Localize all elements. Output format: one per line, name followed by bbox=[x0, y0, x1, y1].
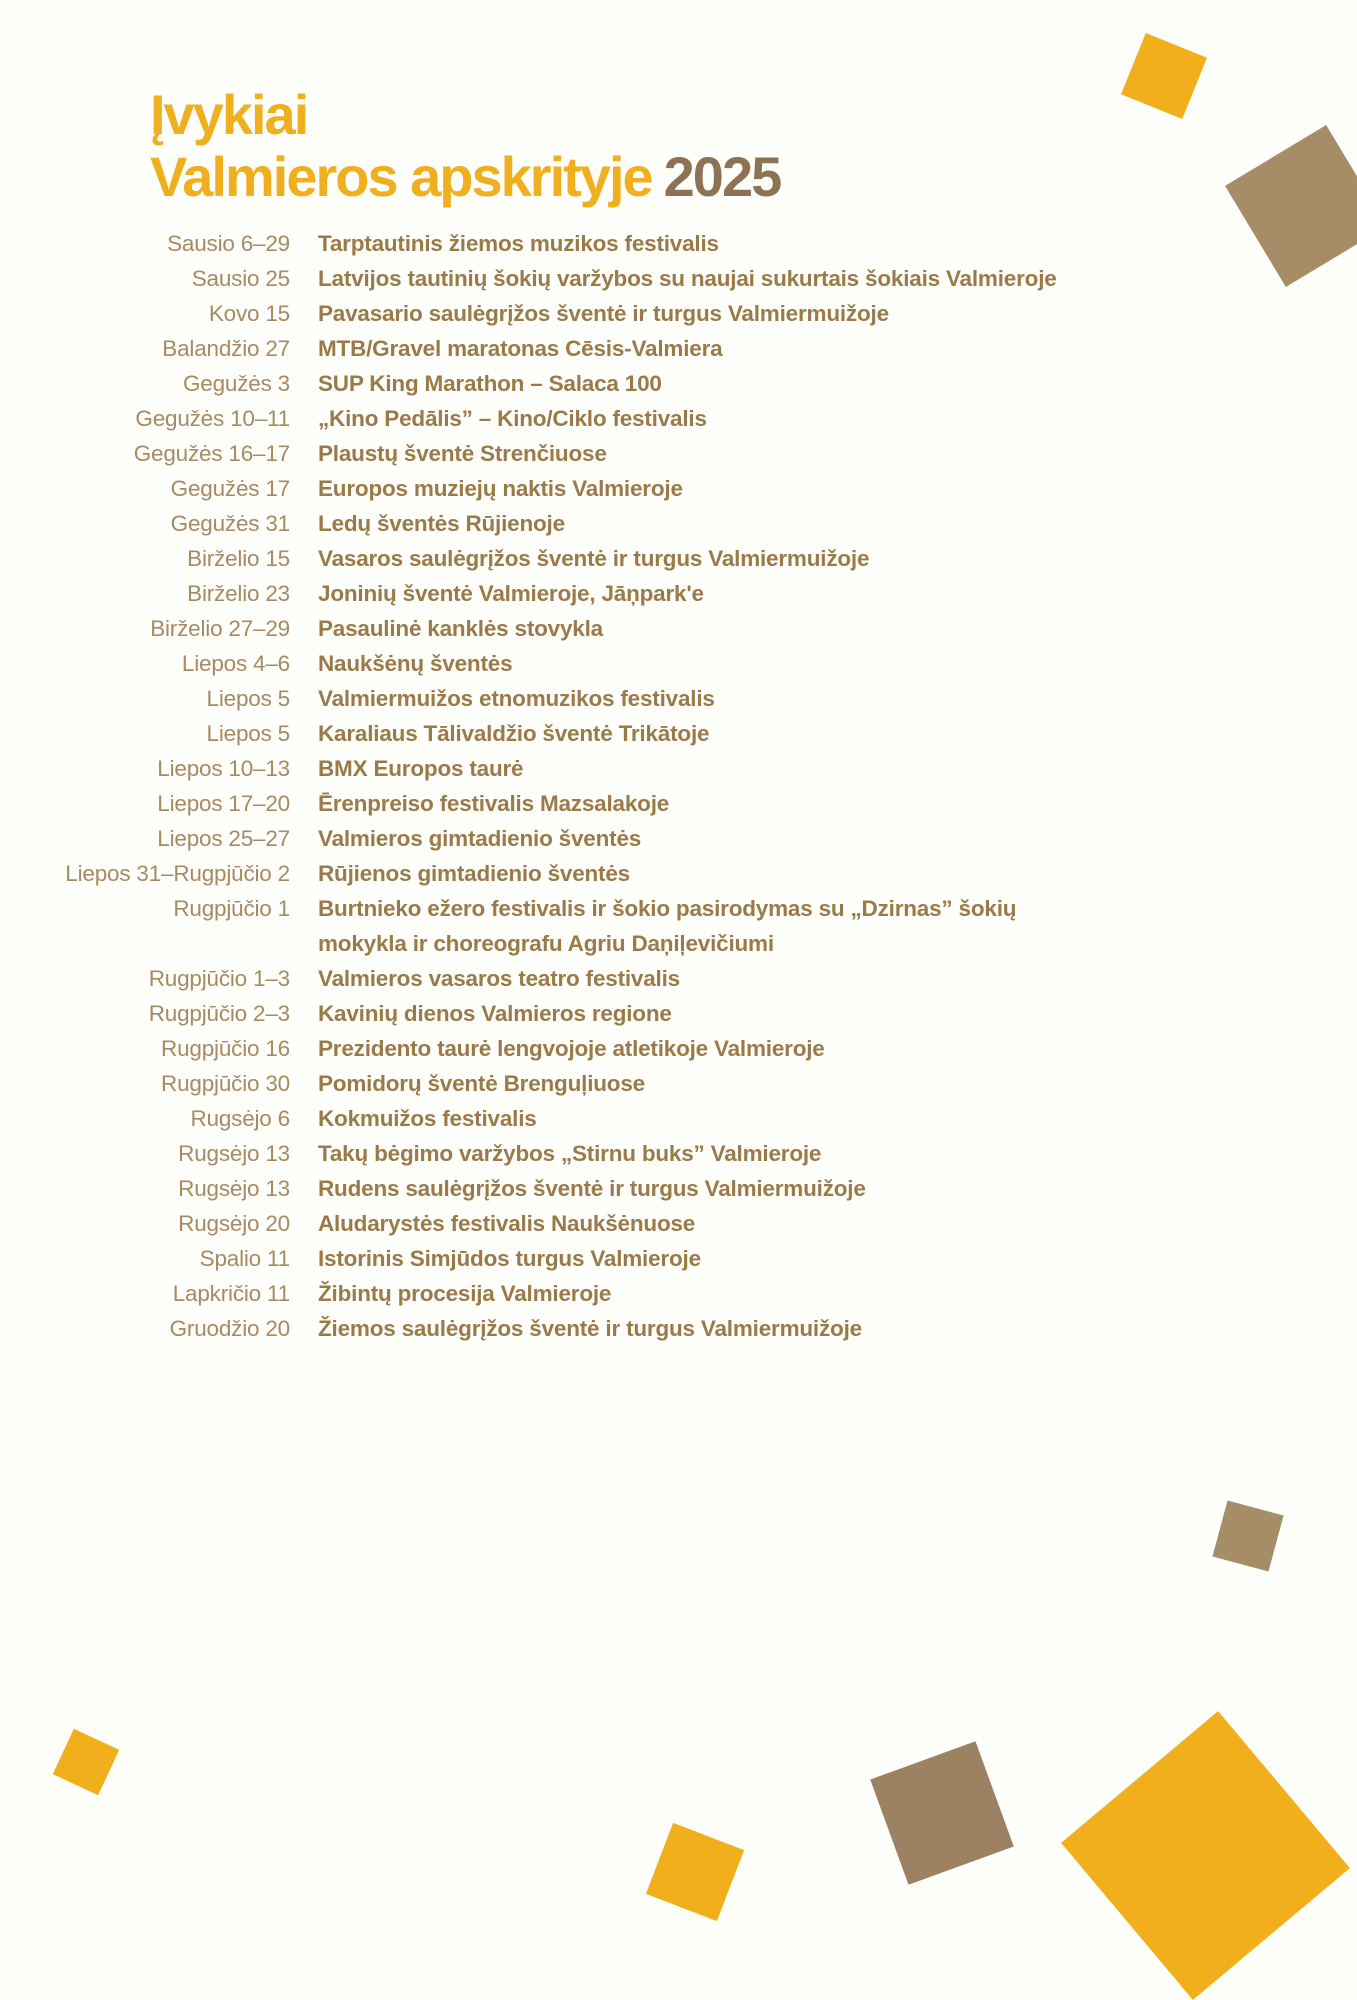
event-row bbox=[40, 541, 1090, 576]
event-date: Lapkričio 11 bbox=[172, 1281, 290, 1306]
event-date: Gegužės 31 bbox=[170, 511, 290, 536]
event-name: Pavasario saulėgrįžos šventė ir turgus Valmiermuižoje bbox=[318, 301, 889, 326]
decor-square-bottom-right-yellow bbox=[1061, 1711, 1350, 2000]
event-row bbox=[40, 821, 1090, 856]
event-date: Liepos 25–27 bbox=[157, 826, 290, 851]
event-name: Kokmuižos festivalis bbox=[318, 1106, 537, 1131]
event-row bbox=[40, 1206, 1090, 1241]
title-year: 2025 bbox=[663, 145, 781, 208]
event-name: „Kino Pedālis” – Kino/Ciklo festivalis bbox=[318, 406, 707, 431]
event-row bbox=[40, 1136, 1090, 1171]
event-row bbox=[40, 1031, 1090, 1066]
event-row bbox=[40, 681, 1090, 716]
event-name: Rūjienos gimtadienio šventės bbox=[318, 861, 630, 886]
decor-square-bottom-brown bbox=[870, 1741, 1014, 1885]
event-row bbox=[40, 1241, 1090, 1276]
event-date: Rugpjūčio 30 bbox=[161, 1071, 290, 1096]
event-row bbox=[40, 471, 1090, 506]
event-name: Prezidento taurė lengvojoje atletikoje Valmieroje bbox=[318, 1036, 825, 1061]
page-title bbox=[150, 84, 780, 208]
event-date: Rugpjūčio 1–3 bbox=[148, 966, 290, 991]
event-row bbox=[40, 891, 1090, 961]
event-row bbox=[40, 436, 1090, 471]
event-date: Liepos 5 bbox=[206, 721, 290, 746]
event-row bbox=[40, 786, 1090, 821]
event-name: Joninių šventė Valmieroje, Jāņpark'e bbox=[318, 581, 704, 606]
event-date: Spalio 11 bbox=[199, 1246, 290, 1271]
event-date: Liepos 4–6 bbox=[181, 651, 290, 676]
event-name: Kavinių dienos Valmieros regione bbox=[318, 1001, 672, 1026]
event-date: Sausio 25 bbox=[191, 266, 290, 291]
event-name: Aludarystės festivalis Naukšėnuose bbox=[318, 1211, 696, 1236]
event-row bbox=[40, 226, 1090, 261]
event-name: Plaustų šventė Strenčiuose bbox=[318, 441, 607, 466]
event-date: Liepos 5 bbox=[206, 686, 290, 711]
event-date: Kovo 15 bbox=[208, 301, 290, 326]
event-name: Ērenpreiso festivalis Mazsalakoje bbox=[318, 791, 670, 816]
event-name: MTB/Gravel maratonas Cēsis-Valmiera bbox=[318, 336, 723, 361]
event-name: Vasaros saulėgrįžos šventė ir turgus Valmiermuižoje bbox=[318, 546, 870, 571]
event-row bbox=[40, 296, 1090, 331]
event-date: Rugsėjo 20 bbox=[178, 1211, 290, 1236]
event-date: Birželio 15 bbox=[187, 546, 290, 571]
event-name: Europos muziejų naktis Valmieroje bbox=[318, 476, 683, 501]
event-row bbox=[40, 331, 1090, 366]
title-line2: Valmieros apskrityje bbox=[150, 145, 652, 208]
event-date: Liepos 17–20 bbox=[157, 791, 290, 816]
event-row bbox=[40, 611, 1090, 646]
event-date: Balandžio 27 bbox=[162, 336, 290, 361]
event-date: Sausio 6–29 bbox=[167, 231, 290, 256]
event-date: Gegužės 16–17 bbox=[133, 441, 290, 466]
event-row bbox=[40, 996, 1090, 1031]
event-name: Ledų šventės Rūjienoje bbox=[318, 511, 565, 536]
event-name: Rudens saulėgrįžos šventė ir turgus Valmiermuižoje bbox=[318, 1176, 866, 1201]
event-name: Karaliaus Tālivaldžio šventė Trikātoje bbox=[318, 721, 710, 746]
event-row bbox=[40, 1171, 1090, 1206]
event-row bbox=[40, 366, 1090, 401]
event-row bbox=[40, 401, 1090, 436]
event-row bbox=[40, 576, 1090, 611]
event-date: Rugsėjo 13 bbox=[178, 1176, 290, 1201]
event-date: Liepos 31–Rugpjūčio 2 bbox=[65, 861, 290, 886]
decor-square-top-brown bbox=[1225, 125, 1357, 287]
event-date: Liepos 10–13 bbox=[157, 756, 290, 781]
event-name: Naukšėnų šventės bbox=[318, 651, 513, 676]
event-date: Rugsėjo 13 bbox=[178, 1141, 290, 1166]
event-list bbox=[40, 226, 1090, 1346]
decor-square-bottom-left-yellow bbox=[53, 1729, 119, 1795]
event-name: SUP King Marathon – Salaca 100 bbox=[318, 371, 662, 396]
event-date: Gegužės 10–11 bbox=[135, 406, 290, 431]
event-name: Valmieros gimtadienio šventės bbox=[318, 826, 642, 851]
event-row bbox=[40, 261, 1090, 296]
event-name: Takų bėgimo varžybos „Stirnu buks” Valmieroje bbox=[318, 1141, 822, 1166]
event-date: Rugpjūčio 2–3 bbox=[148, 1001, 290, 1026]
event-name: Burtnieko ežero festivalis ir šokio pasirodymas su „Dzirnas” šokių mokykla ir choreografu Agriu Daņiļevičiumi bbox=[318, 896, 1017, 956]
event-row bbox=[40, 646, 1090, 681]
event-row bbox=[40, 751, 1090, 786]
event-name: Žiemos saulėgrįžos šventė ir turgus Valmiermuižoje bbox=[318, 1316, 862, 1341]
event-date: Birželio 23 bbox=[187, 581, 290, 606]
event-row bbox=[40, 961, 1090, 996]
event-name: Tarptautinis žiemos muzikos festivalis bbox=[318, 231, 719, 256]
decor-square-top-yellow bbox=[1121, 33, 1207, 119]
event-row bbox=[40, 716, 1090, 751]
event-name: Pomidorų šventė Brenguļiuose bbox=[318, 1071, 645, 1096]
event-date: Rugsėjo 6 bbox=[190, 1106, 290, 1131]
event-date: Gruodžio 20 bbox=[169, 1316, 290, 1341]
event-date: Rugpjūčio 16 bbox=[161, 1036, 290, 1061]
event-date: Birželio 27–29 bbox=[150, 616, 290, 641]
decor-square-right-brown bbox=[1212, 1500, 1283, 1571]
title-line1: Įvykiai bbox=[150, 83, 308, 146]
decor-square-bottom-middle-yellow bbox=[646, 1823, 744, 1921]
event-row bbox=[40, 1276, 1090, 1311]
event-name: BMX Europos taurė bbox=[318, 756, 524, 781]
event-date: Gegužės 3 bbox=[182, 371, 290, 396]
event-row bbox=[40, 1066, 1090, 1101]
event-date: Gegužės 17 bbox=[170, 476, 290, 501]
event-name: Valmieros vasaros teatro festivalis bbox=[318, 966, 680, 991]
event-name: Pasaulinė kanklės stovykla bbox=[318, 616, 603, 641]
event-name: Istorinis Simjūdos turgus Valmieroje bbox=[318, 1246, 701, 1271]
event-row bbox=[40, 856, 1090, 891]
event-row bbox=[40, 506, 1090, 541]
event-name: Latvijos tautinių šokių varžybos su naujai sukurtais šokiais Valmieroje bbox=[318, 266, 1057, 291]
event-row bbox=[40, 1101, 1090, 1136]
event-row bbox=[40, 1311, 1090, 1346]
event-date: Rugpjūčio 1 bbox=[173, 896, 290, 921]
event-name: Žibintų procesija Valmieroje bbox=[318, 1281, 612, 1306]
event-name: Valmiermuižos etnomuzikos festivalis bbox=[318, 686, 715, 711]
